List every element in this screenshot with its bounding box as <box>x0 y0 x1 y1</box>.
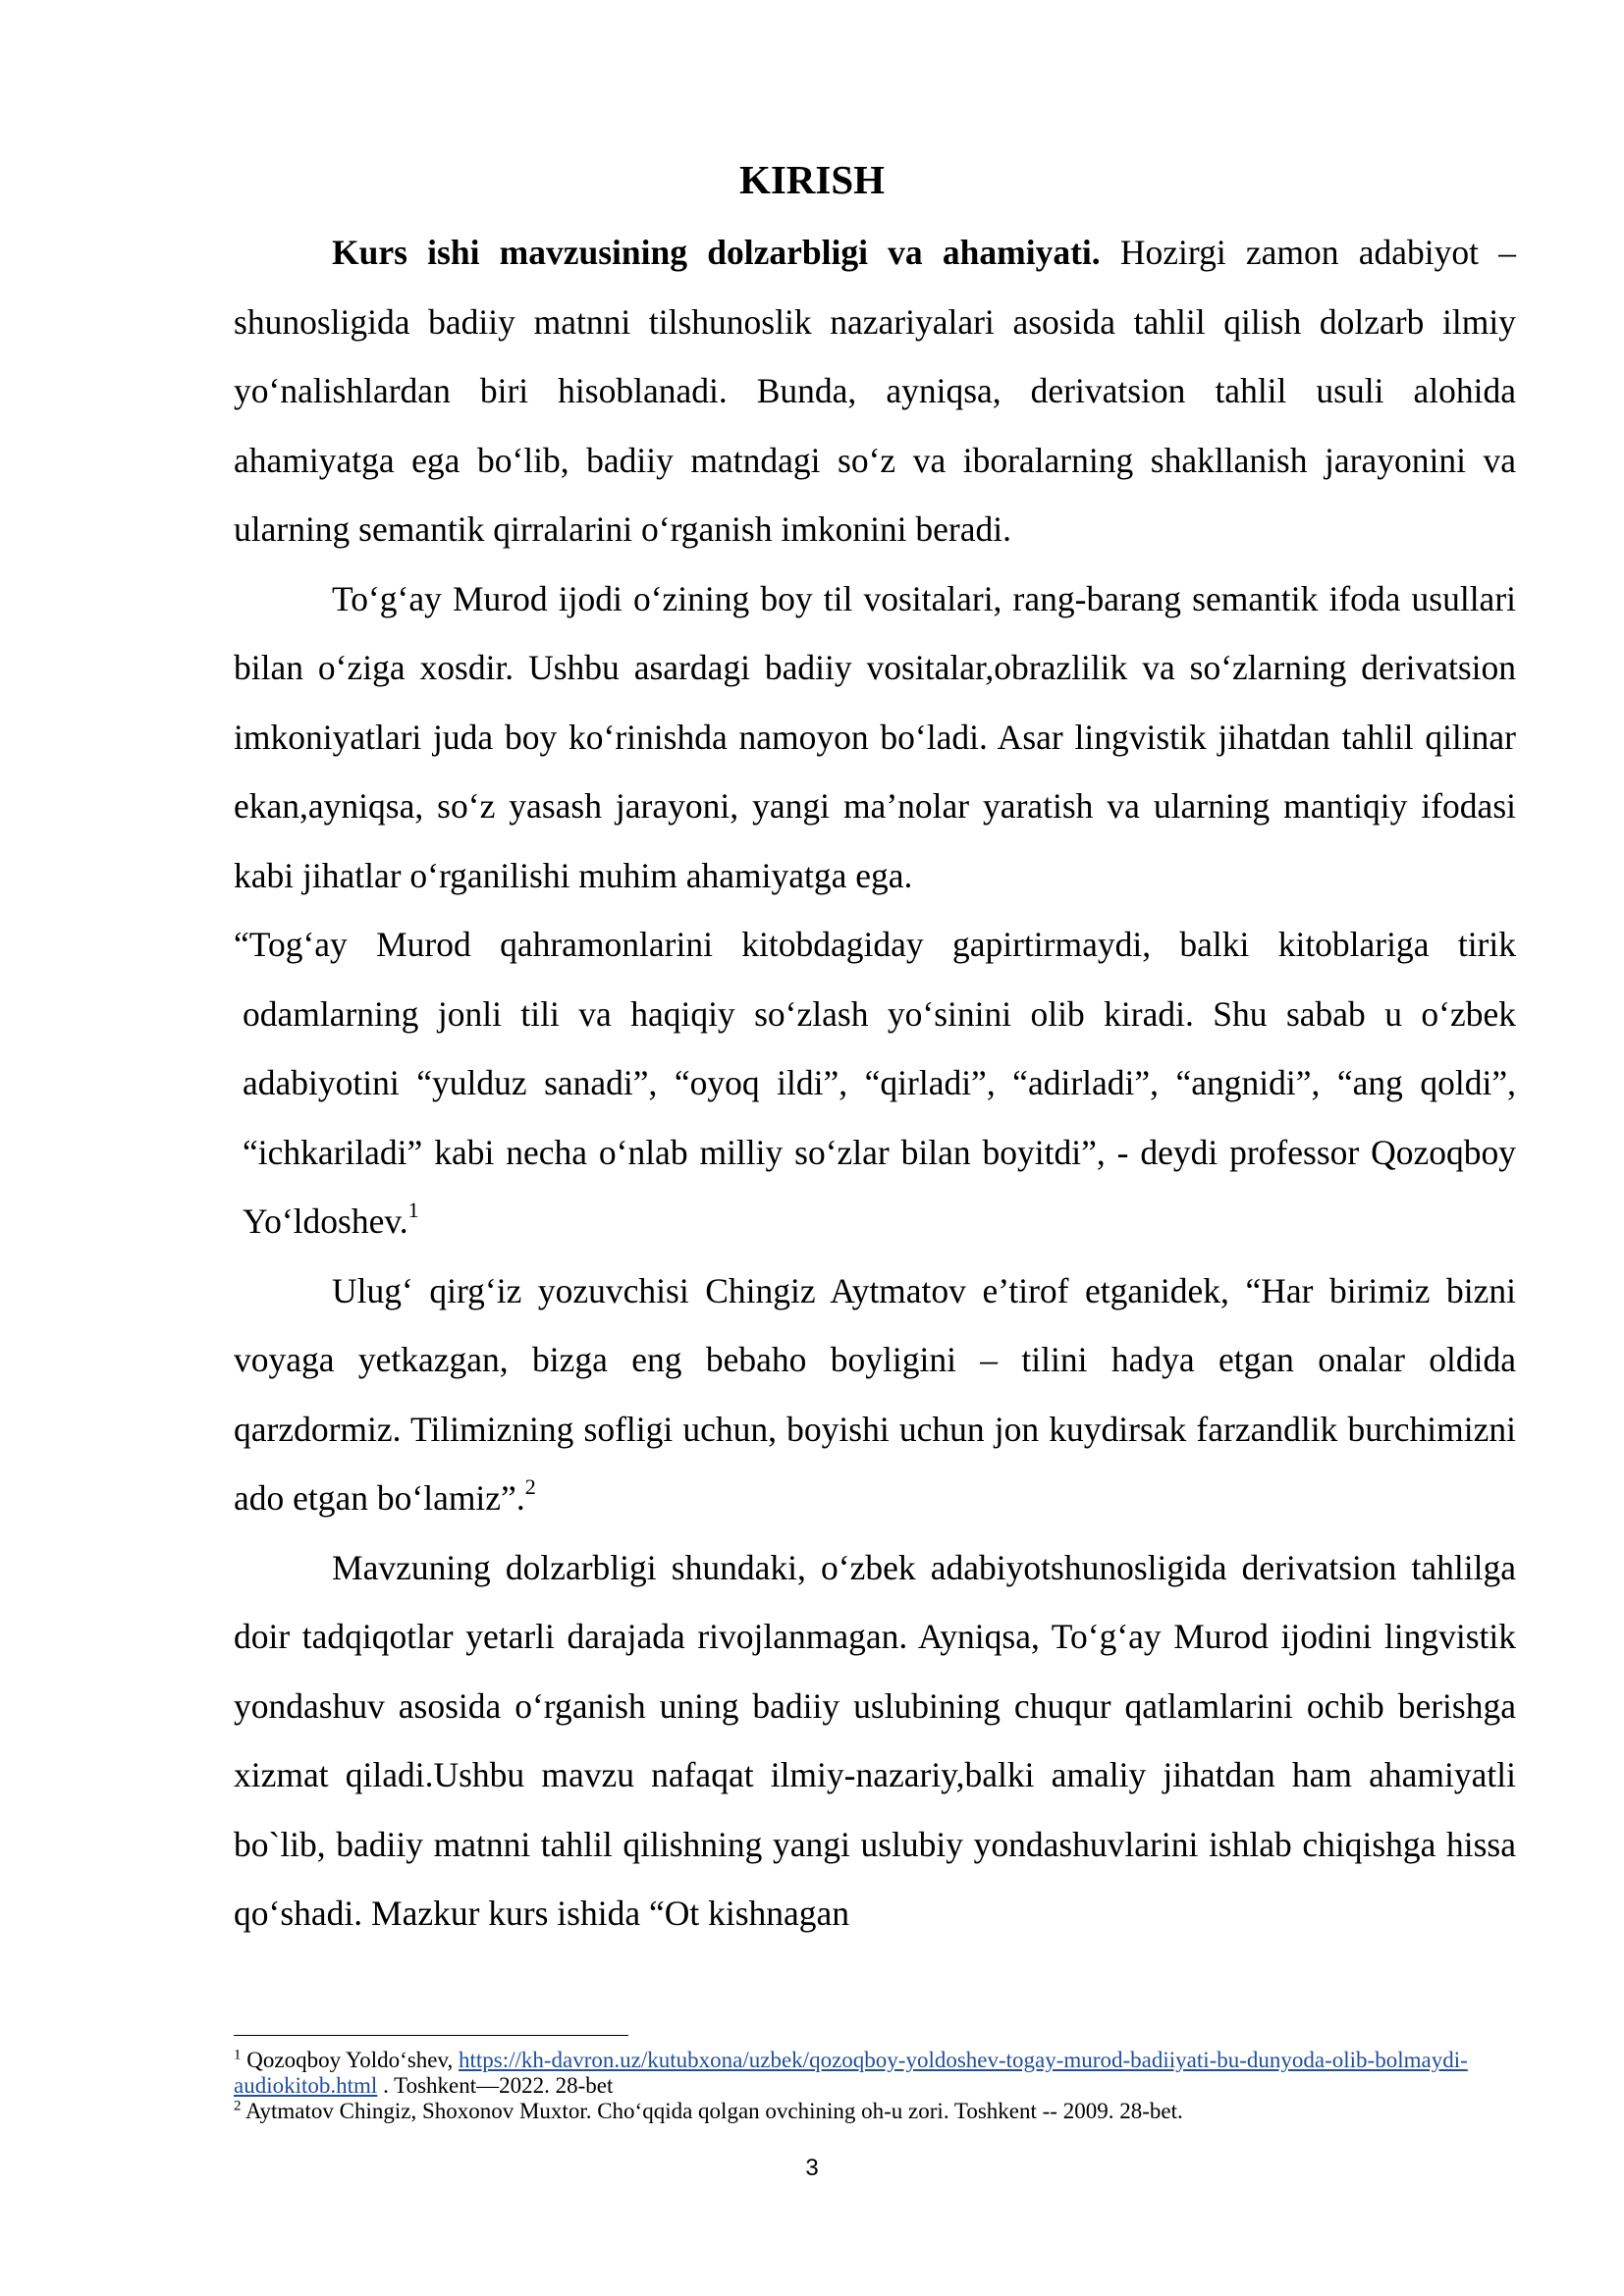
paragraph-quote <box>234 910 1516 1256</box>
body-text <box>234 218 1516 1949</box>
footnote-2-text: Aytmatov Chingiz, Shoxonov Muxtor. Cho‘qqida qolgan ovchining oh-u zori. Toshkent -- 2009. 28-bet. <box>241 2099 1183 2123</box>
footnote-reference-1[interactable]: 1 <box>407 1198 419 1223</box>
paragraph-lead-bold: Kurs ishi mavzusining dolzarbligi va ahamiyati. <box>332 233 1101 272</box>
footnote-reference-2[interactable]: 2 <box>524 1474 536 1500</box>
paragraph-togay-murod: To‘g‘ay Murod ijodi o‘zining boy til vositalari, rang-barang semantik ifoda usullari bilan o‘ziga xosdir. Ushbu asardagi badiiy vositalar,obrazlilik va so‘zlarning derivatsion imkoniyatlari juda boy ko‘rinishda namoyon bo‘ladi. Asar lingvistik jihatdan tahlil qilinar ekan,ayniqsa, so‘z yasash jarayoni, yangi ma’nolar yaratish va ularning mantiqiy ifodasi kabi jihatlar o‘rganilishi muhim ahamiyatga ega. <box>234 578 1516 895</box>
paragraph-topic-relevance: Mavzuning dolzarbligi shundaki, o‘zbek adabiyotshunosligida derivatsion tahlilga doir tadqiqotlar yetarli darajada rivojlanmagan. Ayniqsa, To‘g‘ay Murod ijodini lingvistik yondashuv asosida o‘rganish uning badiiy uslubining chuqur qatlamlarini ochib berishga xizmat qiladi.Ushbu mavzu nafaqat ilmiy-nazariy,balki amaliy jihatdan ham ahamiyatli bo`lib, badiiy matnni tahlil qilishning yangi uslubiy yondashuvlarini ishlab chiqishga hissa qo‘shadi. Mazkur kurs ishida “Ot kishnagan <box>234 1547 1516 1933</box>
footnote-separator <box>234 2035 628 2036</box>
section-heading: KIRISH <box>738 157 886 202</box>
footnote-1-source: . Toshkent—2022. 28-bet <box>377 2073 614 2098</box>
footnote-2-mark: 2 <box>234 2098 242 2114</box>
quote-text: “Tog‘ay Murod qahramonlarini kitobdagiday gapirtirmaydi, balki kitoblariga tirik odamlarning jonli tili va haqiqiy so‘zlash yo‘sinini olib kiradi. Shu sabab u o‘zbek adabiyotini “yulduz sanadi”, “oyoq ildi”, “qirladi”, “adirladi”, “angnidi”, “ang qoldi”, “ichkariladi” kabi necha o‘nlab milliy so‘zlar bilan boyitdi”, - deydi professor Qozoqboy Yo‘ldoshev. <box>234 925 1516 1241</box>
aytmatov-text: Ulug‘ qirg‘iz yozuvchisi Chingiz Aytmatov e’tirof etganidek, “Har birimiz bizni voyaga yetkazgan, bizga eng bebaho boyligini – tilini hadya etgan onalar oldida qarzdormiz. Tilimizning sofligi uchun, boyishi uchun jon kuydirsak farzandlik burchimizni ado etgan bo‘lamiz”. <box>234 1270 1516 1518</box>
paragraph-aytmatov <box>234 1256 1516 1533</box>
paragraph-text: Hozirgi zamon adabiyot – shunosligida badiiy matnni tilshunoslik nazariyalari asosida tahlil qilish dolzarb ilmiy yo‘nalishlardan biri hisoblanadi. Bunda, ayniqsa, derivatsion tahlil usuli alohida ahamiyatga ega bo‘lib, badiiy matndagi so‘z va iboralarning shakllanish jarayonini va ularning semantik qirralarini o‘rganish imkonini beradi. <box>234 233 1516 549</box>
paragraph-relevance <box>234 218 1516 564</box>
page-number: 3 <box>805 2155 819 2181</box>
footnote-1-link[interactable]: https://kh-davron.uz/kutubxona/uzbek/qozoqboy-yoldoshev-togay-murod-badiiyati-bu-dunyoda-olib-bolmaydi-audiokitob.html <box>234 2048 1468 2098</box>
footnote-2 <box>234 2099 1516 2124</box>
footnote-1-author: Qozoqboy Yoldo‘shev, <box>241 2048 459 2072</box>
footnotes <box>234 2048 1516 2124</box>
footnote-1 <box>234 2048 1516 2099</box>
footnote-1-mark: 1 <box>234 2047 242 2063</box>
